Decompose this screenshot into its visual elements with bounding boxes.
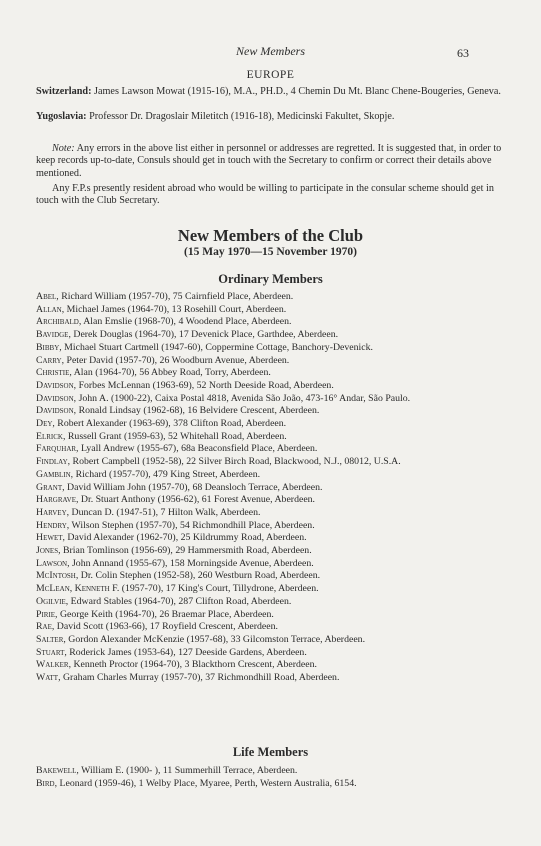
- member-surname: Davidson,: [36, 392, 77, 404]
- member-details: Graham Charles Murray (1957-70), 37 Richmondhill Road, Aberdeen.: [60, 672, 340, 684]
- member-details: William E. (1900- ), 11 Summerhill Terrace, Aberdeen.: [78, 765, 298, 776]
- member-details: Robert Alexander (1963-69), 378 Clifton Road, Aberdeen.: [54, 418, 287, 430]
- member-entry: [36, 672, 516, 685]
- member-surname: Davidson,: [36, 379, 77, 391]
- member-entry: [36, 532, 516, 545]
- member-entry: [36, 558, 516, 571]
- member-details: David Scott (1963-66), 17 Royfield Crescent, Aberdeen.: [54, 621, 278, 633]
- member-entry: [36, 609, 516, 622]
- member-surname: Bird,: [36, 777, 58, 789]
- member-entry: [36, 304, 516, 317]
- member-surname: Salter,: [36, 633, 66, 645]
- member-surname: Bavidge,: [36, 329, 71, 341]
- member-details: Roderick James (1953-64), 127 Deeside Gardens, Aberdeen.: [66, 646, 307, 658]
- member-entry: [36, 596, 516, 609]
- fp-paragraph: Any F.P.s presently resident abroad who would be willing to participate in the consular scheme should get in touch with the Club Secretary.: [36, 183, 494, 207]
- member-entry: [36, 405, 516, 418]
- member-details: Michael James (1964-70), 13 Rosehill Court, Aberdeen.: [64, 303, 287, 315]
- member-entry: [36, 367, 516, 380]
- member-surname: McLean, Kenneth: [36, 583, 110, 595]
- member-details: Alan (1964-70), 56 Abbey Road, Torry, Aberdeen.: [71, 367, 271, 379]
- member-details: Peter David (1957-70), 26 Woodburn Avenue, Aberdeen.: [64, 354, 290, 366]
- member-surname: Archibald,: [36, 316, 82, 328]
- member-surname: Allan,: [36, 303, 65, 315]
- member-entry: [36, 507, 516, 520]
- ordinary-members-list: [36, 291, 516, 685]
- member-surname: Bibby,: [36, 341, 62, 353]
- member-details: John Annand (1955-67), 158 Morningside Avenue, Aberdeen.: [69, 557, 314, 569]
- member-surname: Hewet,: [36, 532, 65, 544]
- member-entry: [36, 393, 516, 406]
- member-details: Russell Grant (1959-63), 52 Whitehall Road, Aberdeen.: [65, 430, 287, 442]
- member-surname: Jones,: [36, 545, 61, 557]
- member-details: David Alexander (1962-70), 25 Kildrummy Road, Aberdeen.: [64, 532, 307, 544]
- note-text: Any errors in the above list either in personnel or addresses are regretted. It is suggested that, in order to keep records up-to-date, Consuls should get in touch with the Secretary to confirm or correct their details above mentioned.: [36, 143, 502, 179]
- life-members-heading: Life Members: [232, 745, 309, 759]
- new-members-title: New Members of the Club: [177, 226, 364, 245]
- member-details: Duncan D. (1947-51), 7 Hilton Walk, Aberdeen.: [69, 506, 261, 518]
- member-surname: Dey,: [36, 418, 55, 430]
- member-surname: Stuart,: [36, 646, 67, 658]
- member-details: Leonard (1959-46), 1 Welby Place, Myaree, Perth, Western Australia, 6154.: [57, 777, 357, 789]
- country-label: Switzerland:: [36, 86, 92, 97]
- life-members-list: [36, 765, 516, 790]
- member-details: David William John (1957-70), 68 Deansloch Terrace, Aberdeen.: [64, 481, 323, 493]
- europe-heading: EUROPE: [246, 69, 295, 81]
- member-entry: [36, 456, 516, 469]
- member-entry: [36, 583, 516, 596]
- member-details: Richard William (1957-70), 75 Cairnfield Place, Aberdeen.: [58, 291, 294, 302]
- member-surname: Carry,: [36, 354, 65, 366]
- member-surname: Rae,: [36, 621, 55, 633]
- country-label: Yugoslavia:: [36, 111, 87, 122]
- member-details: Dr. Stuart Anthony (1956-62), 61 Forest Avenue, Aberdeen.: [78, 494, 316, 506]
- member-entry: [36, 342, 516, 355]
- member-surname: Findlay,: [36, 456, 71, 468]
- member-details: Forbes McLennan (1963-69), 52 North Deeside Road, Aberdeen.: [76, 379, 334, 391]
- member-surname: Hargrave,: [36, 494, 79, 506]
- member-entry: [36, 545, 516, 558]
- member-entry: [36, 316, 516, 329]
- member-details: Robert Campbell (1952-58), 22 Silver Birch Road, Blackwood, N.J., 08012, U.S.A.: [70, 456, 401, 468]
- member-surname: McIntosh,: [36, 570, 79, 582]
- member-entry: [36, 469, 516, 482]
- member-entry: [36, 621, 516, 634]
- entry-switzerland: [36, 86, 520, 98]
- entry-text: James Lawson Mowat (1915-16), M.A., PH.D., 4 Chemin Du Mt. Blanc Chene-Bougeries, Geneva.: [91, 86, 501, 97]
- member-surname: Davidson,: [36, 405, 77, 417]
- member-details: Michael Stuart Cartmell (1947-60), Coppermine Cottage, Banchory-Devenick.: [61, 341, 373, 353]
- member-surname: Hendry,: [36, 519, 70, 531]
- entry-text: Professor Dr. Dragoslair Miletitch (1916-18), Medicinski Fakultet, Skopje.: [86, 111, 395, 122]
- member-surname: Elrick,: [36, 430, 66, 442]
- member-details: Lyall Andrew (1955-67), 68a Beaconsfield Place, Aberdeen.: [78, 443, 318, 455]
- member-details: Derek Douglas (1964-70), 17 Devenick Place, Garthdee, Aberdeen.: [70, 329, 339, 341]
- member-entry: [36, 647, 516, 660]
- new-members-date-range: (15 May 1970—15 November 1970): [184, 246, 357, 258]
- member-details: Edward Stables (1964-70), 287 Clifton Road, Aberdeen.: [68, 595, 292, 607]
- member-entry: [36, 659, 516, 672]
- member-details: Kenneth Proctor (1964-70), 3 Blackthorn Crescent, Aberdeen.: [71, 659, 317, 671]
- member-details: Ronald Lindsay (1962-68), 16 Belvidere Crescent, Aberdeen.: [76, 405, 320, 417]
- member-entry: [36, 570, 516, 583]
- member-details: F. (1957-70), 17 King's Court, Tillydrone, Aberdeen.: [109, 583, 319, 595]
- member-details: Gordon Alexander McKenzie (1957-68), 33 Gilcomston Terrace, Aberdeen.: [65, 633, 366, 645]
- member-details: Dr. Colin Stephen (1952-58), 260 Westburn Road, Aberdeen.: [78, 570, 321, 582]
- member-surname: Lawson,: [36, 557, 70, 569]
- member-details: Alan Emslie (1968-70), 4 Woodend Place, Aberdeen.: [81, 316, 292, 328]
- member-entry: [36, 329, 516, 342]
- running-head: New Members: [236, 44, 305, 58]
- member-entry: [36, 418, 516, 431]
- member-surname: Gamblin,: [36, 468, 74, 480]
- member-surname: Pirie,: [36, 608, 58, 620]
- member-entry: [36, 634, 516, 647]
- member-surname: Grant,: [36, 481, 65, 493]
- note-label: Note:: [52, 143, 75, 154]
- member-surname: Ogilvie,: [36, 595, 69, 607]
- member-surname: Walker,: [36, 659, 72, 671]
- member-entry: [36, 778, 516, 791]
- member-entry: [36, 355, 516, 368]
- member-entry: [36, 431, 516, 444]
- member-entry: [36, 482, 516, 495]
- note-paragraph: [36, 143, 506, 180]
- page-number: 63: [457, 46, 469, 60]
- member-surname: Farquhar,: [36, 443, 79, 455]
- member-details: Wilson Stephen (1957-70), 54 Richmondhill Place, Aberdeen.: [69, 519, 315, 531]
- member-entry: [36, 291, 516, 304]
- member-details: Richard (1957-70), 479 King Street, Aberdeen.: [73, 468, 261, 480]
- member-surname: Harvey,: [36, 506, 70, 518]
- ordinary-members-heading: Ordinary Members: [218, 272, 323, 286]
- member-entry: [36, 520, 516, 533]
- member-entry: [36, 494, 516, 507]
- member-surname: Bakewell,: [36, 765, 79, 776]
- member-details: George Keith (1964-70), 26 Braemar Place, Aberdeen.: [57, 608, 274, 620]
- member-entry: [36, 443, 516, 456]
- entry-yugoslavia: [36, 111, 520, 123]
- member-surname: Watt,: [36, 672, 61, 684]
- member-surname: Christie,: [36, 367, 72, 379]
- member-entry: [36, 765, 516, 778]
- member-details: Brian Tomlinson (1956-69), 29 Hammersmith Road, Aberdeen.: [60, 545, 312, 557]
- member-entry: [36, 380, 516, 393]
- member-details: John A. (1900-22), Caixa Postal 4818, Avenida São João, 473-16° Andar, São Paulo.: [76, 392, 411, 404]
- member-surname: Abel,: [36, 291, 59, 302]
